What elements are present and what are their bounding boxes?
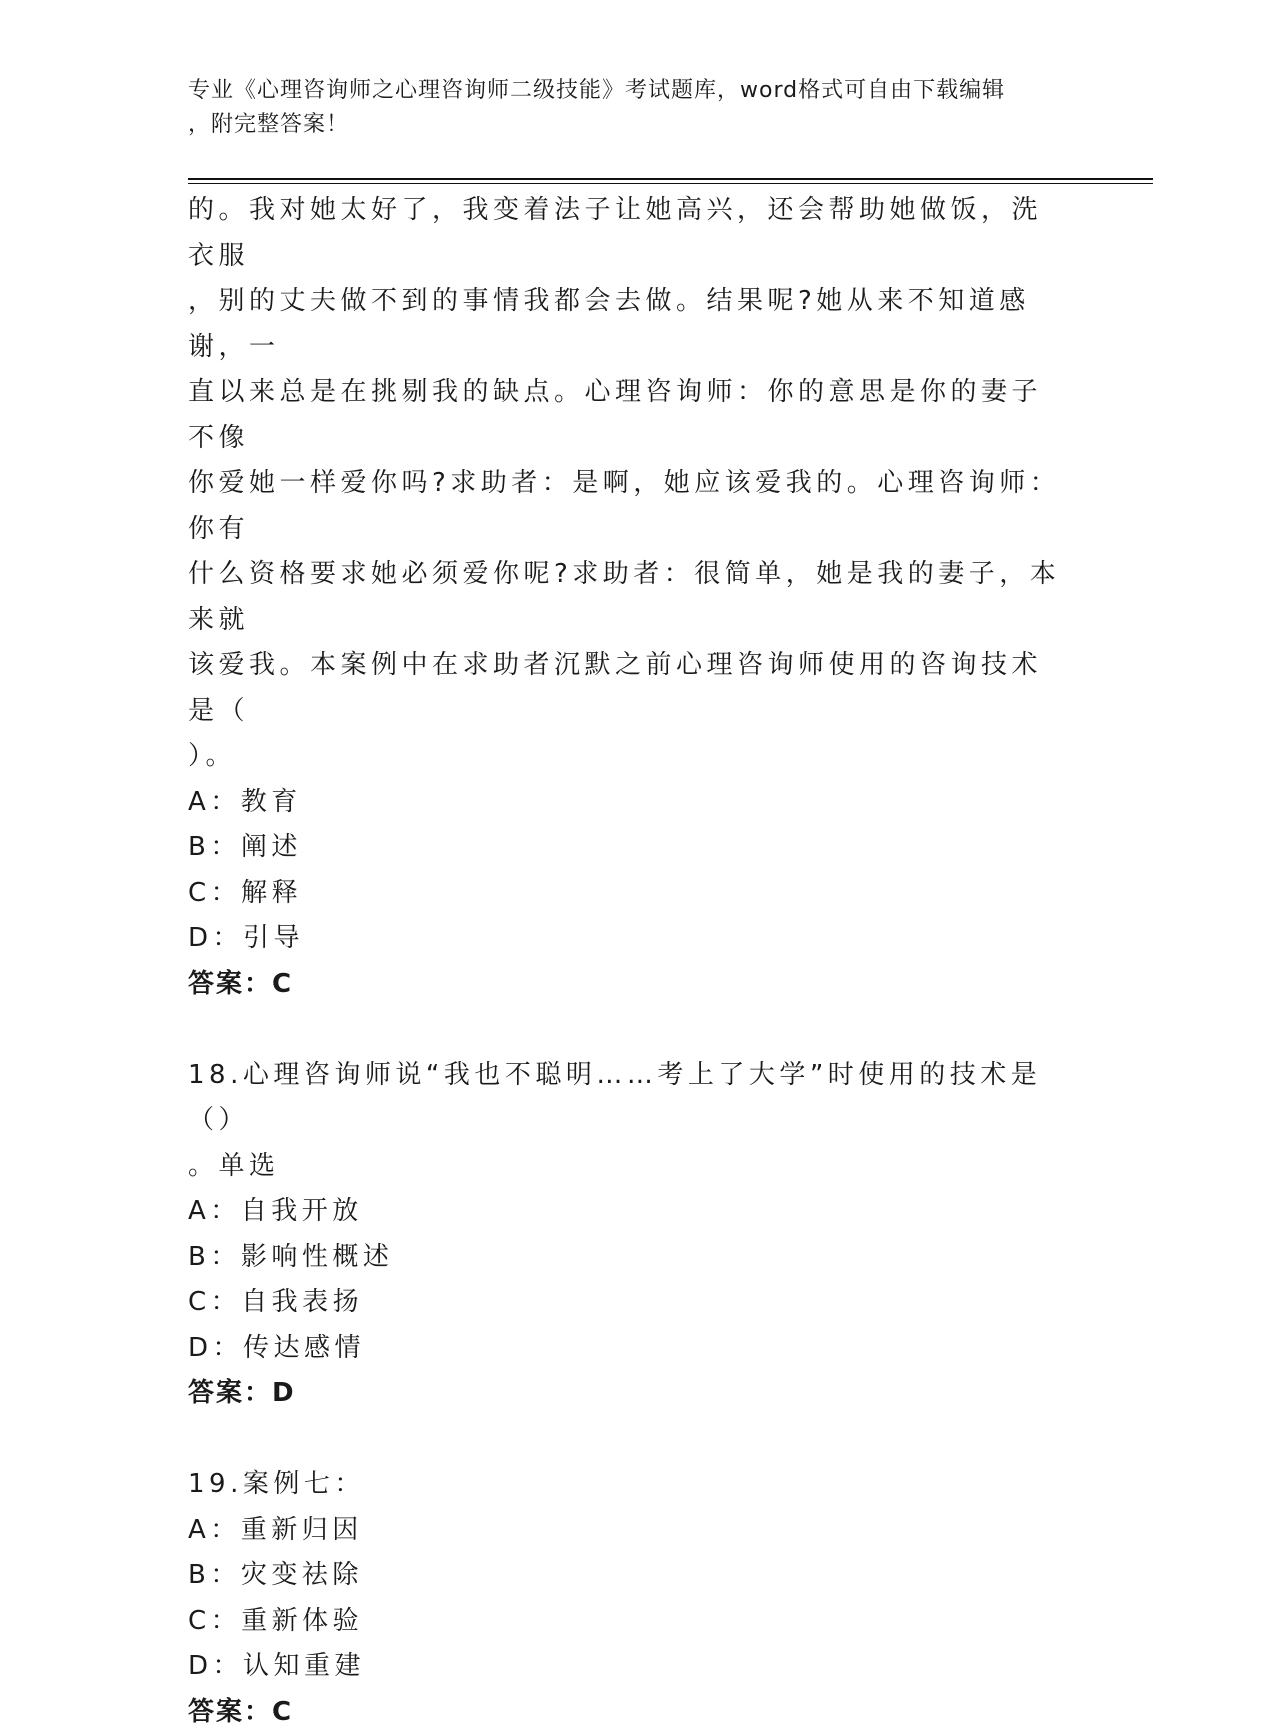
- spacer: [188, 1417, 1068, 1463]
- question-text-line: 18.心理咨询师说“我也不聪明……考上了大学”时使用的技术是（）: [188, 1053, 1068, 1144]
- option-c: C：解释: [188, 871, 1068, 917]
- question-text-line: 直以来总是在挑剔我的缺点。心理咨询师：你的意思是你的妻子不像: [188, 370, 1068, 461]
- answer: 答案：C: [188, 1690, 1068, 1735]
- question-19: [188, 1462, 1068, 1735]
- header-rule-thick: [188, 178, 1153, 180]
- spacer: [188, 1007, 1068, 1053]
- document-header: [188, 74, 1068, 142]
- option-b: B：灾变祛除: [188, 1553, 1068, 1599]
- option-b: B：影响性概述: [188, 1235, 1068, 1281]
- answer: 答案：D: [188, 1371, 1068, 1417]
- question-text-line: 的。我对她太好了，我变着法子让她高兴，还会帮助她做饭，洗衣服: [188, 188, 1068, 279]
- question-text-line: 该爱我。本案例中在求助者沉默之前心理咨询师使用的咨询技术是（: [188, 643, 1068, 734]
- option-a: A：重新归因: [188, 1508, 1068, 1554]
- question-text-line: 什么资格要求她必须爱你呢?求助者：很简单，她是我的妻子，本来就: [188, 552, 1068, 643]
- option-a: A：教育: [188, 780, 1068, 826]
- question-17-continued: [188, 188, 1068, 1007]
- header-line-2: ，附完整答案！: [188, 108, 1068, 142]
- option-d: D：认知重建: [188, 1644, 1068, 1690]
- option-d: D：引导: [188, 916, 1068, 962]
- document-body: [188, 188, 1068, 1735]
- option-d: D：传达感情: [188, 1326, 1068, 1372]
- header-rule-thin: [188, 183, 1153, 184]
- option-b: B：阐述: [188, 825, 1068, 871]
- option-c: C：重新体验: [188, 1599, 1068, 1645]
- question-text-line: 19.案例七：: [188, 1462, 1068, 1508]
- header-line-1: 专业《心理咨询师之心理咨询师二级技能》考试题库，word格式可自由下载编辑: [188, 74, 1068, 108]
- option-a: A：自我开放: [188, 1189, 1068, 1235]
- answer: 答案：C: [188, 962, 1068, 1008]
- question-text-line: 你爱她一样爱你吗?求助者：是啊，她应该爱我的。心理咨询师：你有: [188, 461, 1068, 552]
- question-18: [188, 1053, 1068, 1417]
- option-c: C：自我表扬: [188, 1280, 1068, 1326]
- question-text-line: 。单选: [188, 1144, 1068, 1190]
- question-text-line: ）。: [188, 734, 1068, 780]
- question-text-line: ，别的丈夫做不到的事情我都会去做。结果呢?她从来不知道感谢，一: [188, 279, 1068, 370]
